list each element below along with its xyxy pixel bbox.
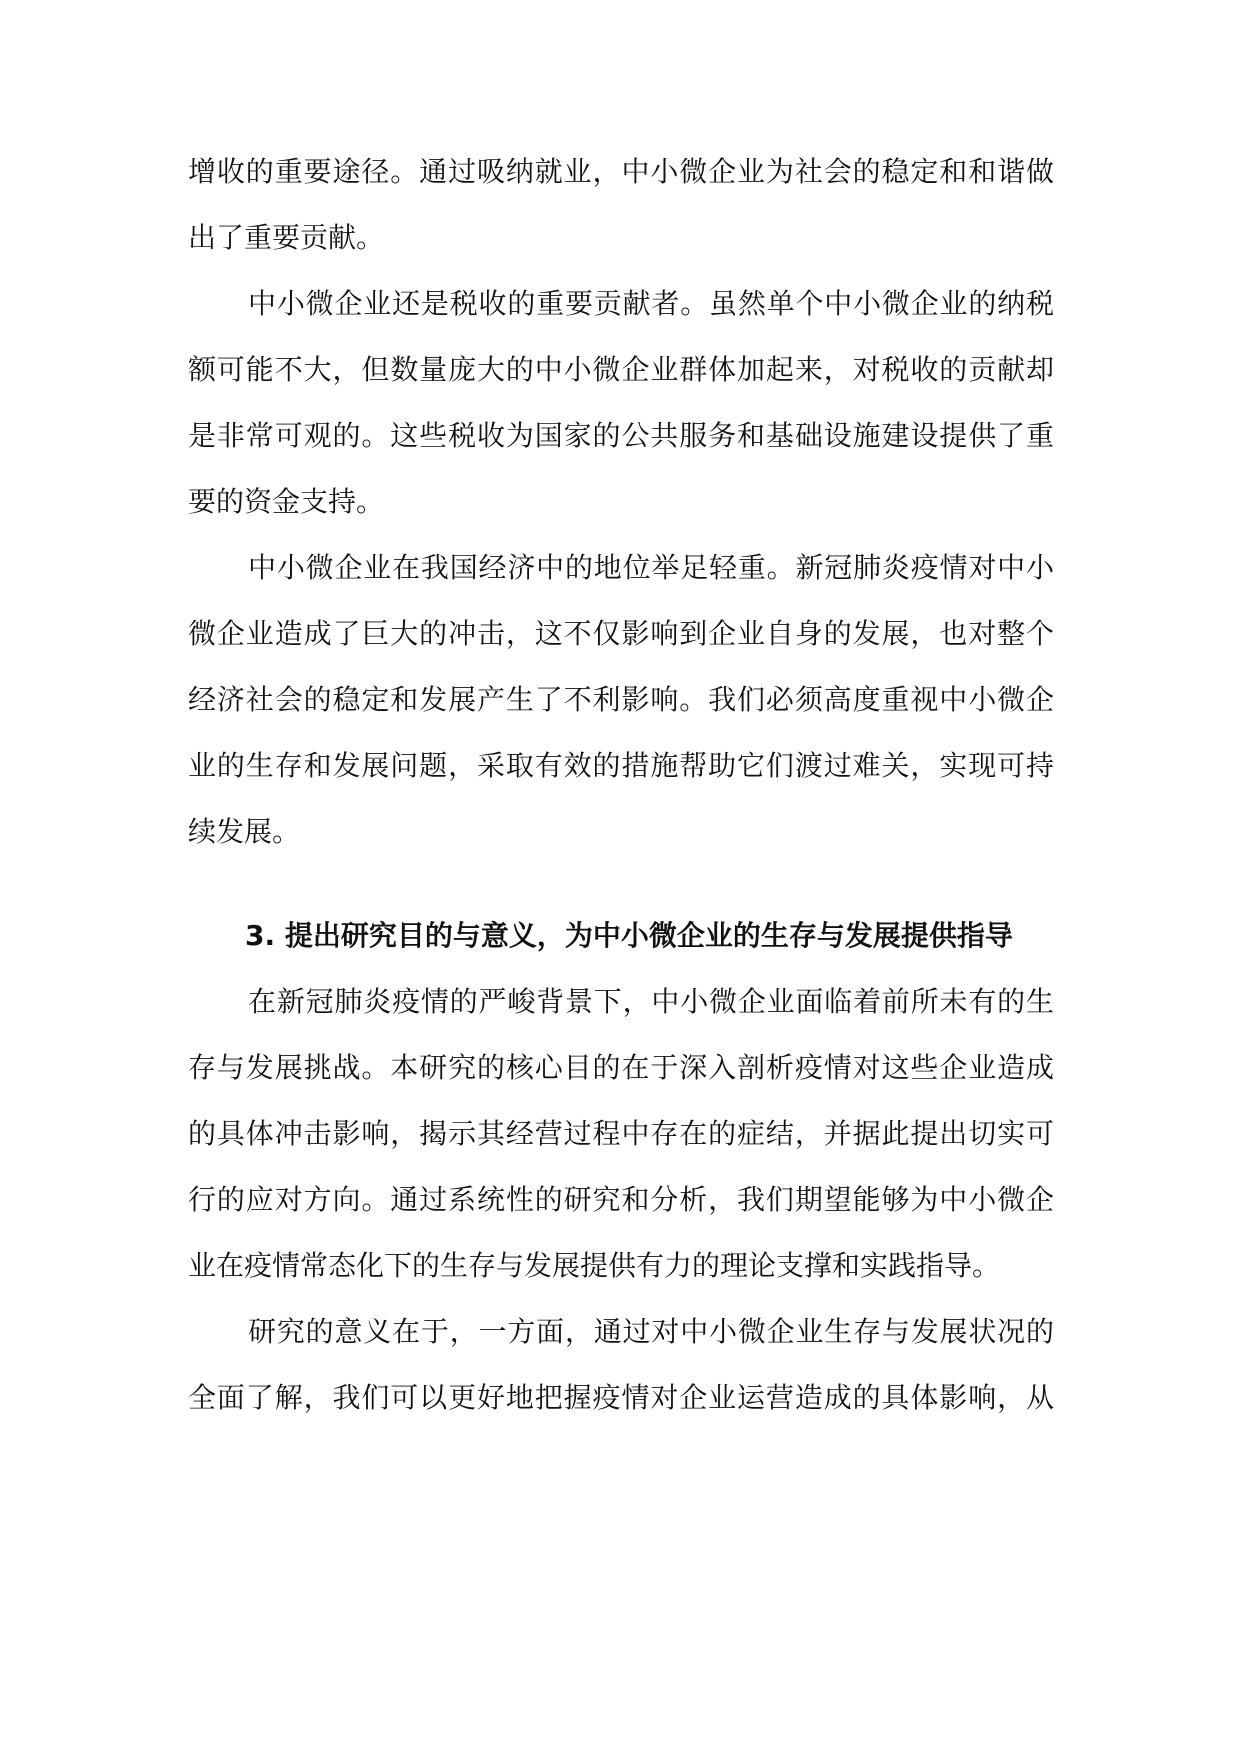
paragraph-line: 存与发展挑战。本研究的核心目的在于深入剖析疫情对这些企业造成 [188,1051,1054,1084]
paragraph-line: 续发展。 [188,815,301,848]
paragraph-line: 全面了解，我们可以更好地把握疫情对企业运营造成的具体影响，从 [188,1381,1054,1414]
paragraph-line: 出了重要贡献。 [188,221,385,254]
paragraph-line: 行的应对方向。通过系统性的研究和分析，我们期望能够为中小微企 [188,1183,1054,1216]
paragraph-line: 额可能不大，但数量庞大的中小微企业群体加起来，对税收的贡献却 [188,353,1054,386]
paragraph-line: 要的资金支持。 [188,485,385,518]
paragraph-line: 中小微企业在我国经济中的地位举足轻重。新冠肺炎疫情对中小 [248,551,1054,584]
paragraph-line: 经济社会的稳定和发展产生了不利影响。我们必须高度重视中小微企 [188,683,1054,716]
paragraph-line: 增收的重要途径。通过吸纳就业，中小微企业为社会的稳定和和谐做 [188,155,1054,188]
paragraph-line: 微企业造成了巨大的冲击，这不仅影响到企业自身的发展，也对整个 [188,617,1054,650]
paragraph-line: 是非常可观的。这些税收为国家的公共服务和基础设施建设提供了重 [188,419,1054,452]
paragraph-line: 业在疫情常态化下的生存与发展提供有力的理论支撑和实践指导。 [188,1249,1001,1282]
paragraph-line: 在新冠肺炎疫情的严峻背景下，中小微企业面临着前所未有的生 [248,985,1054,1018]
paragraph-line: 中小微企业还是税收的重要贡献者。虽然单个中小微企业的纳税 [248,287,1054,320]
paragraph-line: 研究的意义在于，一方面，通过对中小微企业生存与发展状况的 [248,1315,1054,1348]
paragraph-line: 业的生存和发展问题，采取有效的措施帮助它们渡过难关，实现可持 [188,749,1054,782]
paragraph-line: 的具体冲击影响，揭示其经营过程中存在的症结，并据此提出切实可 [188,1117,1054,1150]
section-heading: 3. 提出研究目的与意义，为中小微企业的生存与发展提供指导 [245,919,1013,952]
